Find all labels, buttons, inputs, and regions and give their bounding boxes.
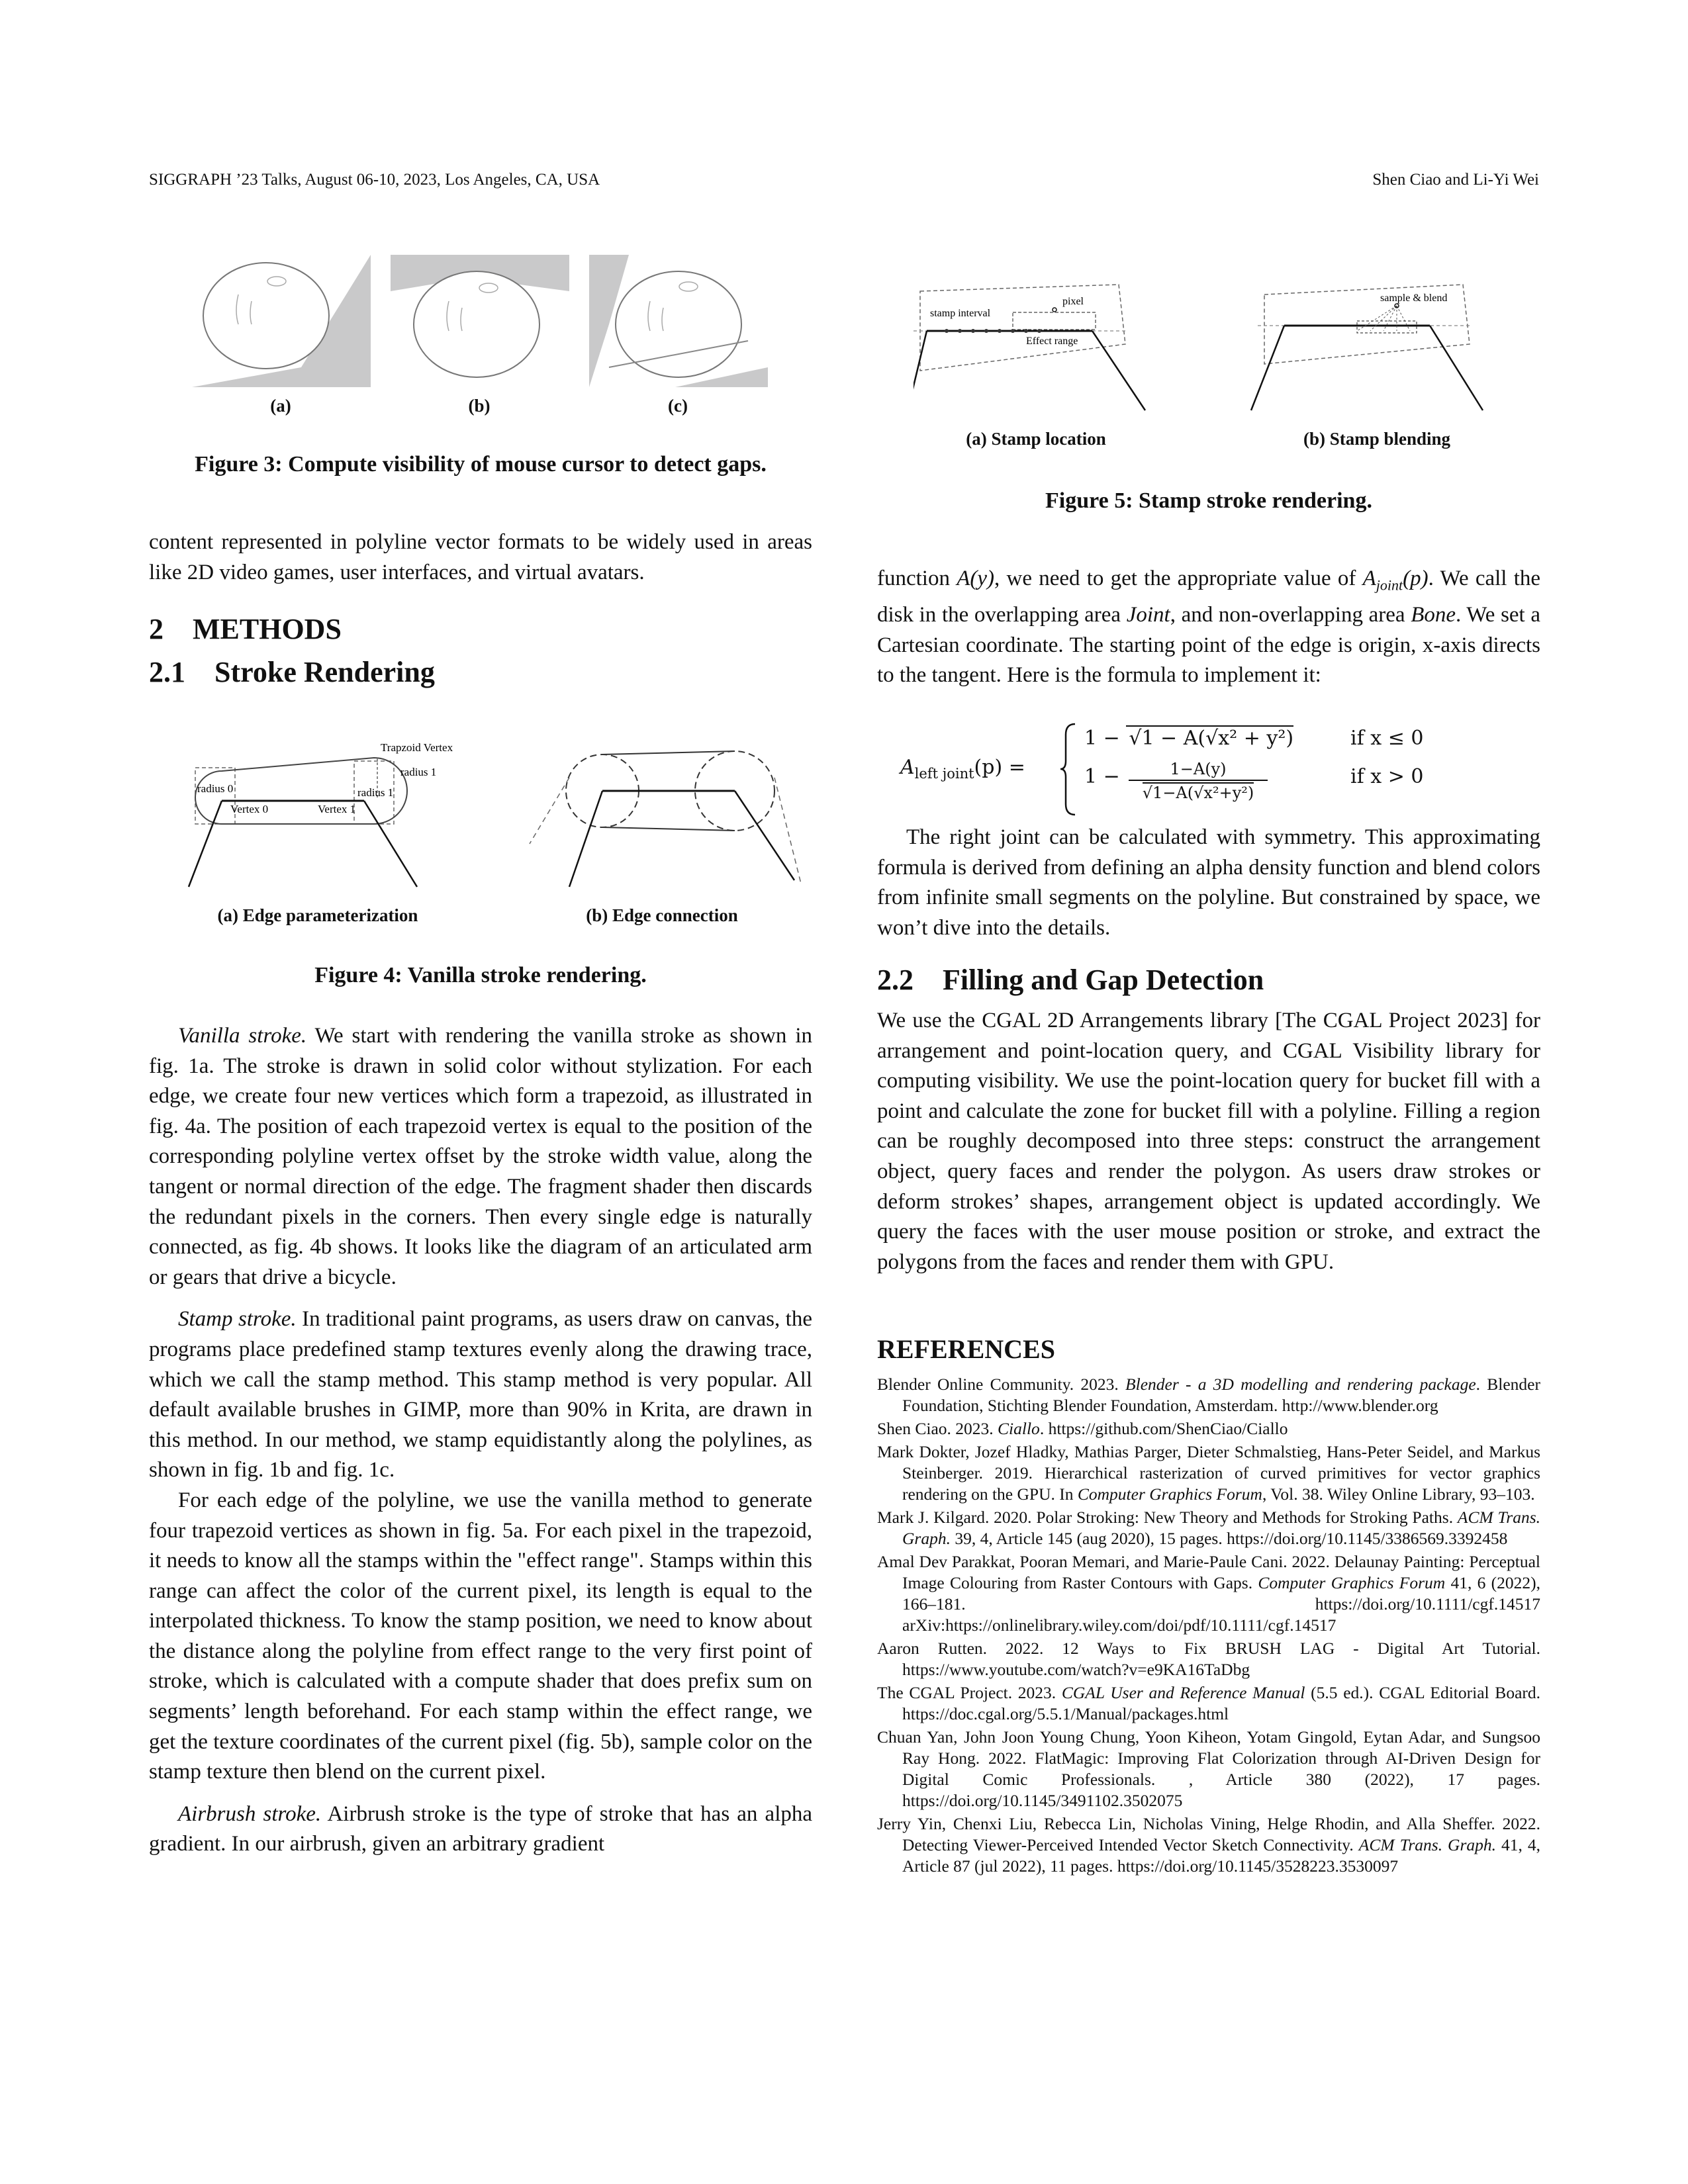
reference-item: Jerry Yin, Chenxi Liu, Rebecca Lin, Nicholas Vining, Helge Rhodin, and Alla Sheffer. 2022. Detecting Viewer-Perceived Intended Vector Sketch Connectivity. ACM Trans. Graph. 41, 4, Article 87 (jul 2022), 11 pages. https://doi.org/10.1145/3528223.3530097 [877, 1814, 1540, 1876]
figure-3-image [192, 255, 774, 387]
filling-paragraph: We use the CGAL 2D Arrangements library [The CGAL Project 2023] for arrangement and point-location query, and CGAL Visibility library for computing visibility. We use the point-location query for bucket fill with a point and calculate the zone for bucket fill with a polyline. Filling a region can be roughly decomposed into three steps: construct the arrangement object, query faces and render the polygon. As users draw strokes or deform strokes’ shapes, arrangement object is updated accordingly. We query the faces with the user mouse position or stroke, and extract the polygons from the faces and render them with GPU. [877, 1009, 1540, 1274]
fig4-label-radius1a: radius 1 [400, 766, 437, 778]
reference-item: Aaron Rutten. 2022. 12 Ways to Fix BRUSH LAG - Digital Art Tutorial. https://www.youtube.com/watch?v=e9KA16TaDbg [877, 1639, 1540, 1679]
right-joint-paragraph: The right joint can be calculated with symmetry. This approximating formula is derived from defining an alpha density function and blend colors from infinite small segments on the polyline. But constrained by space, we won’t dive into the details. [877, 825, 1540, 940]
fig5-label-effect-range: Effect range [1026, 336, 1078, 347]
fig4-label-radius0: radius 0 [197, 782, 234, 795]
section-2-2-heading [877, 963, 1264, 997]
fig3-panel-a [192, 255, 371, 387]
fig4-label-vertex0: Vertex 0 [230, 803, 269, 815]
term-bone: Bone [1411, 603, 1456, 627]
formula-case-2-cond: if x > 0 [1350, 765, 1424, 788]
section-2-1-number: 2.1 [149, 656, 185, 688]
reference-item: The CGAL Project. 2023. CGAL User and Reference Manual (5.5 ed.). CGAL Editorial Board. https://doc.cgal.org/5.5.1/Manual/packages.html [877, 1683, 1540, 1723]
airbrush-text: Airbrush stroke is the type of stroke that has an alpha gradient. In our airbrush, given an arbitrary gradient [149, 1801, 813, 1856]
stamp-text-1: In traditional paint programs, as users draw on canvas, the programs place predefined stamp textures evenly along the drawing trace, which we call the stamp method. This stamp method is very popular. All default available brushes in GIMP, more than 90% in Krita, are drawn in this method. In our method, we stamp equidistantly along the polylines, as shown in fig. 1b and fig. 1c. [149, 1307, 812, 1482]
airbrush-title: Airbrush stroke. [178, 1801, 322, 1826]
math-a-of-y: A(y) [957, 567, 995, 590]
fig5-sub-a: (a) Stamp location [966, 429, 1106, 449]
reference-item: Blender Online Community. 2023. Blender - a 3D modelling and rendering package. Blender Foundation, Stichting Blender Foundation, Amsterdam. http://www.blender.org [877, 1375, 1540, 1415]
fig4-panel-a [189, 741, 453, 887]
fig5-label-pixel: pixel [1062, 296, 1084, 307]
formula-case-2: 1 − [1084, 765, 1120, 788]
section-2-2-title: Filling and Gap Detection [943, 964, 1264, 996]
intro-tail: content represented in polyline vector formats to be widely used in areas like 2D video games, user interfaces, and virtual avatars. [149, 530, 812, 584]
formula-lhs: $A_{left joint}(p)$ = [900, 756, 1025, 782]
references-list [877, 1374, 1540, 1879]
airbrush-continued: function A(y), we need to get the appropriate value of $A_{joint}(p)$. We call the disk in the overlapping area Joint, and non-overlapping area Bone. We set a Cartesian coordinate. The starting point of the edge is origin, x-axis directs to the tangent. Here is the formula to implement it: [877, 567, 1541, 688]
fig5-label-sample-blend: sample & blend [1380, 293, 1448, 304]
section-2-title: METHODS [193, 613, 342, 645]
fig3-caption: Figure 3: Compute visibility of mouse cursor to detect gaps. [195, 452, 767, 477]
fig5-caption: Figure 5: Stamp stroke rendering. [1045, 488, 1372, 513]
stamp-paragraph-1 [149, 1304, 812, 1486]
fig4-sub-a: (a) Edge parameterization [217, 905, 418, 925]
formula-case-2-numerator: 1−A(y) [1129, 760, 1268, 781]
vanilla-title: Vanilla stroke. [178, 1024, 307, 1048]
fig3-panel-b [391, 255, 569, 377]
fig3-sub-a: (a) [270, 396, 291, 416]
fig4-sub-b: (b) Edge connection [586, 905, 738, 925]
right-column-top [877, 564, 1540, 691]
formula-case-1: 1 − √1 − A(√x² + y²) [1084, 727, 1294, 750]
fig3-panel-c [589, 255, 768, 387]
fig4-caption: Figure 4: Vanilla stroke rendering. [314, 963, 647, 987]
references-heading: REFERENCES [877, 1334, 1055, 1364]
fig3-sub-c: (c) [668, 396, 688, 416]
right-column-mid [877, 823, 1540, 943]
fig5-sub-b: (b) Stamp blending [1303, 429, 1451, 449]
fig5-panel-a [914, 285, 1145, 414]
section-2-heading [149, 612, 342, 646]
stamp-paragraph-2: For each edge of the polyline, we use the vanilla method to generate four trapezoid vertices as shown in fig. 5a. For each pixel in the trapezoid, it needs to know all the stamps within the "effect range". Stamps within this range can affect the color of the current pixel, its length is equal to the interpolated thickness. To know the stamp position, we need to know about the distance along the polyline from effect range to the very first point of stroke, which is calculated with a compute shader that does prefix sum on segments’ length beforehand. For each stamp within the effect range, we get the texture coordinates of the current pixel (fig. 5b), sample color on the stamp texture then blend on the current pixel. [149, 1488, 812, 1784]
section-2-1-title: Stroke Rendering [214, 656, 435, 688]
fig4-label-vertex1: Vertex 1 [318, 803, 356, 815]
reference-item: Amal Dev Parakkat, Pooran Memari, and Marie-Paule Cani. 2022. Delaunay Painting: Perceptual Image Colouring from Raster Contours with Gaps. Computer Graphics Forum 41, 6 (2022), 166–181. https://doi.org/10.1111/cgf.14517 arXiv:https://onlinelibrary.wiley.com/doi/pdf/10.1111/cgf.14517 [877, 1552, 1540, 1635]
formula-brace [1059, 721, 1079, 817]
formula-case-2-denominator: √1−A(√x²+y²) [1142, 784, 1254, 802]
reference-item: Mark J. Kilgard. 2020. Polar Stroking: New Theory and Methods for Stroking Paths. ACM Trans. Graph. 39, 4, Article 145 (aug 2020), 15 pages. https://doi.org/10.1145/3386569.3392458 [877, 1508, 1540, 1548]
fig4-panel-b [530, 751, 801, 887]
vanilla-text: We start with rendering the vanilla stroke as shown in fig. 1a. The stroke is drawn in solid color without stylization. For each edge, we create four new vertices which form a trapezoid, as illustrated in fig. 4a. The position of each trapezoid vertex is equal to the position of the corresponding polyline vertex offset by the stroke width value, along the tangent or normal direction of the edge. The fragment shader then discards the redundant pixels in the corners. Then every single edge is naturally connected, as fig. 4b shows. It looks like the diagram of an articulated arm or gears that drive a bicycle. [149, 1024, 812, 1289]
stamp-title: Stamp stroke. [178, 1307, 297, 1332]
reference-item: Shen Ciao. 2023. Ciallo. https://github.com/ShenCiao/Ciallo [877, 1419, 1288, 1438]
left-column-body [149, 1021, 812, 1860]
fig3-sub-b: (b) [468, 396, 491, 416]
term-joint: Joint [1126, 603, 1170, 627]
math-a-joint: $A_{joint}(p)$ [1362, 567, 1429, 594]
section-2-1-heading [149, 655, 435, 689]
fig4-label-radius1b: radius 1 [357, 786, 394, 799]
running-header-left: SIGGRAPH ’23 Talks, August 06-10, 2023, Los Angeles, CA, USA [149, 171, 600, 189]
running-header-right: Shen Ciao and Li-Yi Wei [1372, 171, 1539, 189]
formula-case-2-fraction [1129, 760, 1268, 802]
figure-4-image [185, 738, 808, 897]
reference-item: Chuan Yan, John Joon Young Chung, Yoon Kiheon, Yotam Gingold, Eytan Adar, and Sungsoo Ray Hong. 2022. FlatMagic: Improving Flat Colorization through AI-Driven Design for Digital Comic Professionals. , Article 380 (2022), 17 pages. https://doi.org/10.1145/3491102.3502075 [877, 1727, 1540, 1810]
airbrush-paragraph [149, 1799, 812, 1860]
section-2-2-number: 2.2 [877, 964, 914, 996]
formula-case-1-cond: if x ≤ 0 [1350, 727, 1424, 750]
fig5-label-stamp-interval: stamp interval [930, 308, 991, 319]
fig4-label-trapezoid-vertex: Trapzoid Vertex [381, 741, 453, 754]
right-column-filling [877, 1006, 1540, 1277]
formula-left-joint [900, 721, 1483, 817]
fig5-panel-b [1251, 285, 1483, 410]
vanilla-paragraph [149, 1021, 812, 1293]
section-2-number: 2 [149, 613, 164, 645]
reference-item: Mark Dokter, Jozef Hladky, Mathias Parger, Dieter Schmalstieg, Hans-Peter Seidel, and Markus Steinberger. 2019. Hierarchical rasterization of curved primitives for vector graphics rendering on the GPU. In Computer Graphics Forum, Vol. 38. Wiley Online Library, 93–103. [877, 1442, 1540, 1504]
left-column [149, 527, 812, 588]
figure-5-image [914, 278, 1509, 417]
